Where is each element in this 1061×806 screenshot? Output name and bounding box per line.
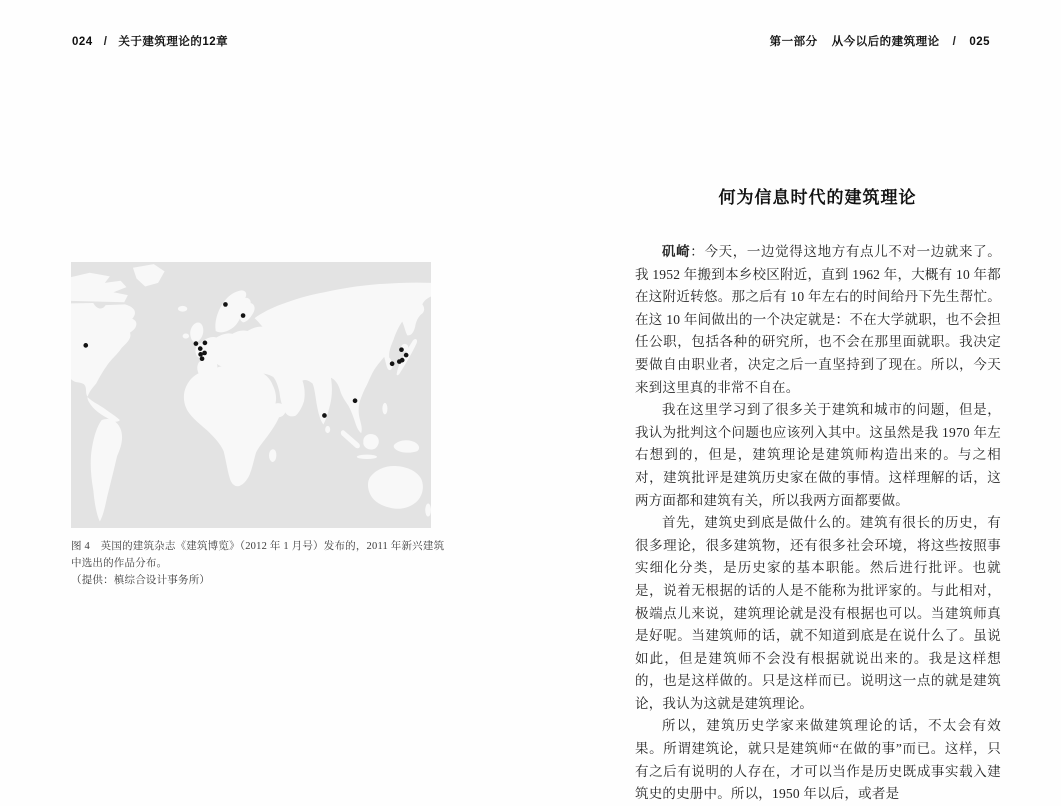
map-dot (194, 341, 199, 346)
paragraph-text: ：今天，一边觉得这地方有点儿不对一边就来了。我 1952 年搬到本乡校区附近，直到 1962 年，大概有 10 年都在这附近转悠。那之后有 10 年左右的时间给丹下先生帮忙。在这 10 年间做出的一个决定就是：不在大学就职，也不会担任公职，包括各种的研究所，也不会在那里面就职。我决定要做自由职业者，决定之后一直坚持到了现在。所以，今天来到这里真的非常不自在。 (635, 244, 1001, 395)
page-header-left (72, 33, 228, 49)
page-header-right (770, 33, 990, 49)
section-title: 何为信息时代的建筑理论 (718, 188, 917, 207)
landmass-south-america (91, 419, 122, 522)
landmass-north-america (71, 303, 136, 397)
landmass-sri-lanka (325, 426, 330, 433)
map-dot (83, 343, 88, 348)
speaker-name: 矶崎 (662, 244, 691, 259)
dialogue-paragraph-1 (635, 241, 1001, 399)
dialogue-paragraph-2: 我在这里学习到了很多关于建筑和城市的问题，但是，我认为批判这个问题也应该列入其中。这虽然是我 1970 年左右想到的，但是，建筑理论是建筑师构造出来的。与之相对，建筑批评是建筑历史家在做的事情。这样理解的话，这两方面都和建筑有关，所以我两方面都要做。 (635, 402, 1001, 508)
landmass-africa (184, 365, 286, 486)
landmass-philippines (382, 403, 387, 415)
landmass-britain (190, 322, 203, 342)
landmass-new-guinea (394, 440, 419, 452)
map-dot (241, 313, 246, 318)
landmass-australia (368, 466, 423, 509)
landmass-borneo (363, 434, 378, 450)
landmass-java (357, 455, 377, 459)
page-number-right: 025 (969, 36, 990, 48)
map-dot (223, 302, 228, 307)
map-dot (203, 341, 208, 346)
map-dot (322, 413, 327, 418)
header-separator-left: / (103, 36, 108, 48)
figure-caption-line1: 图 4 英国的建筑杂志《建筑博览》（2012 年 1 月号）发布的，2011 年新兴建筑中选出的作品分布。 (71, 541, 445, 569)
map-dot (399, 347, 404, 352)
map-dot (397, 359, 402, 364)
dialogue-paragraph-3: 首先，建筑史到底是做什么的。建筑有很长的历史，有很多理论，很多建筑物，还有很多社会环境，将这些按照事实细化分类，是历史家的基本职能。然后进行批评。也就是，说着无根据的话的人是不能称为批评家的。与此相对，极端点儿来说，建筑理论就是没有根据也可以。当建筑师真是好呢。当建筑师的话，就不知道到底是在说什么了。虽说如此，但是建筑师不会没有根据就说出来的。我是这样想的，也是这样做的。只是这样而已。说明这一点的就是建筑论，我认为这就是建筑理论。 (635, 515, 1001, 711)
landmass-central-america (88, 397, 120, 422)
landmass-ireland (183, 334, 189, 339)
dialogue-text (635, 241, 1001, 806)
landmass-madagascar (269, 449, 276, 462)
chapter-title: 关于建筑理论的12章 (118, 36, 229, 48)
landmass-new-zealand (425, 504, 431, 517)
figure-caption (71, 538, 453, 589)
figure-caption-line2: （提供：槙综合设计事务所） (71, 575, 211, 586)
landmass-arctic-canada (71, 273, 128, 302)
landmass-sumatra (341, 430, 360, 448)
map-dot (198, 352, 203, 357)
map-dot (353, 398, 358, 403)
world-map (71, 262, 431, 528)
part-title: 从今以后的建筑理论 (831, 36, 940, 48)
map-dot (200, 356, 205, 361)
map-dot (390, 361, 395, 366)
header-separator-right: / (952, 36, 957, 48)
page-number-left: 024 (72, 36, 93, 48)
dialogue-paragraph-4: 所以，建筑历史学家来做建筑理论的话，不太会有效果。所谓建筑论，就只是建筑师“在做的事”而已。这样，只有之后有说明的人存在，才可以当作是历史既成事实载入建筑史的史册中。所以，1950 年以后，或者是 (635, 718, 1001, 802)
figure-world-map (71, 262, 431, 528)
landmass-iceland (178, 306, 187, 312)
part-label: 第一部分 (769, 36, 818, 48)
map-dot (404, 353, 409, 358)
landmass-greenland (133, 264, 165, 286)
map-dot (198, 346, 203, 351)
